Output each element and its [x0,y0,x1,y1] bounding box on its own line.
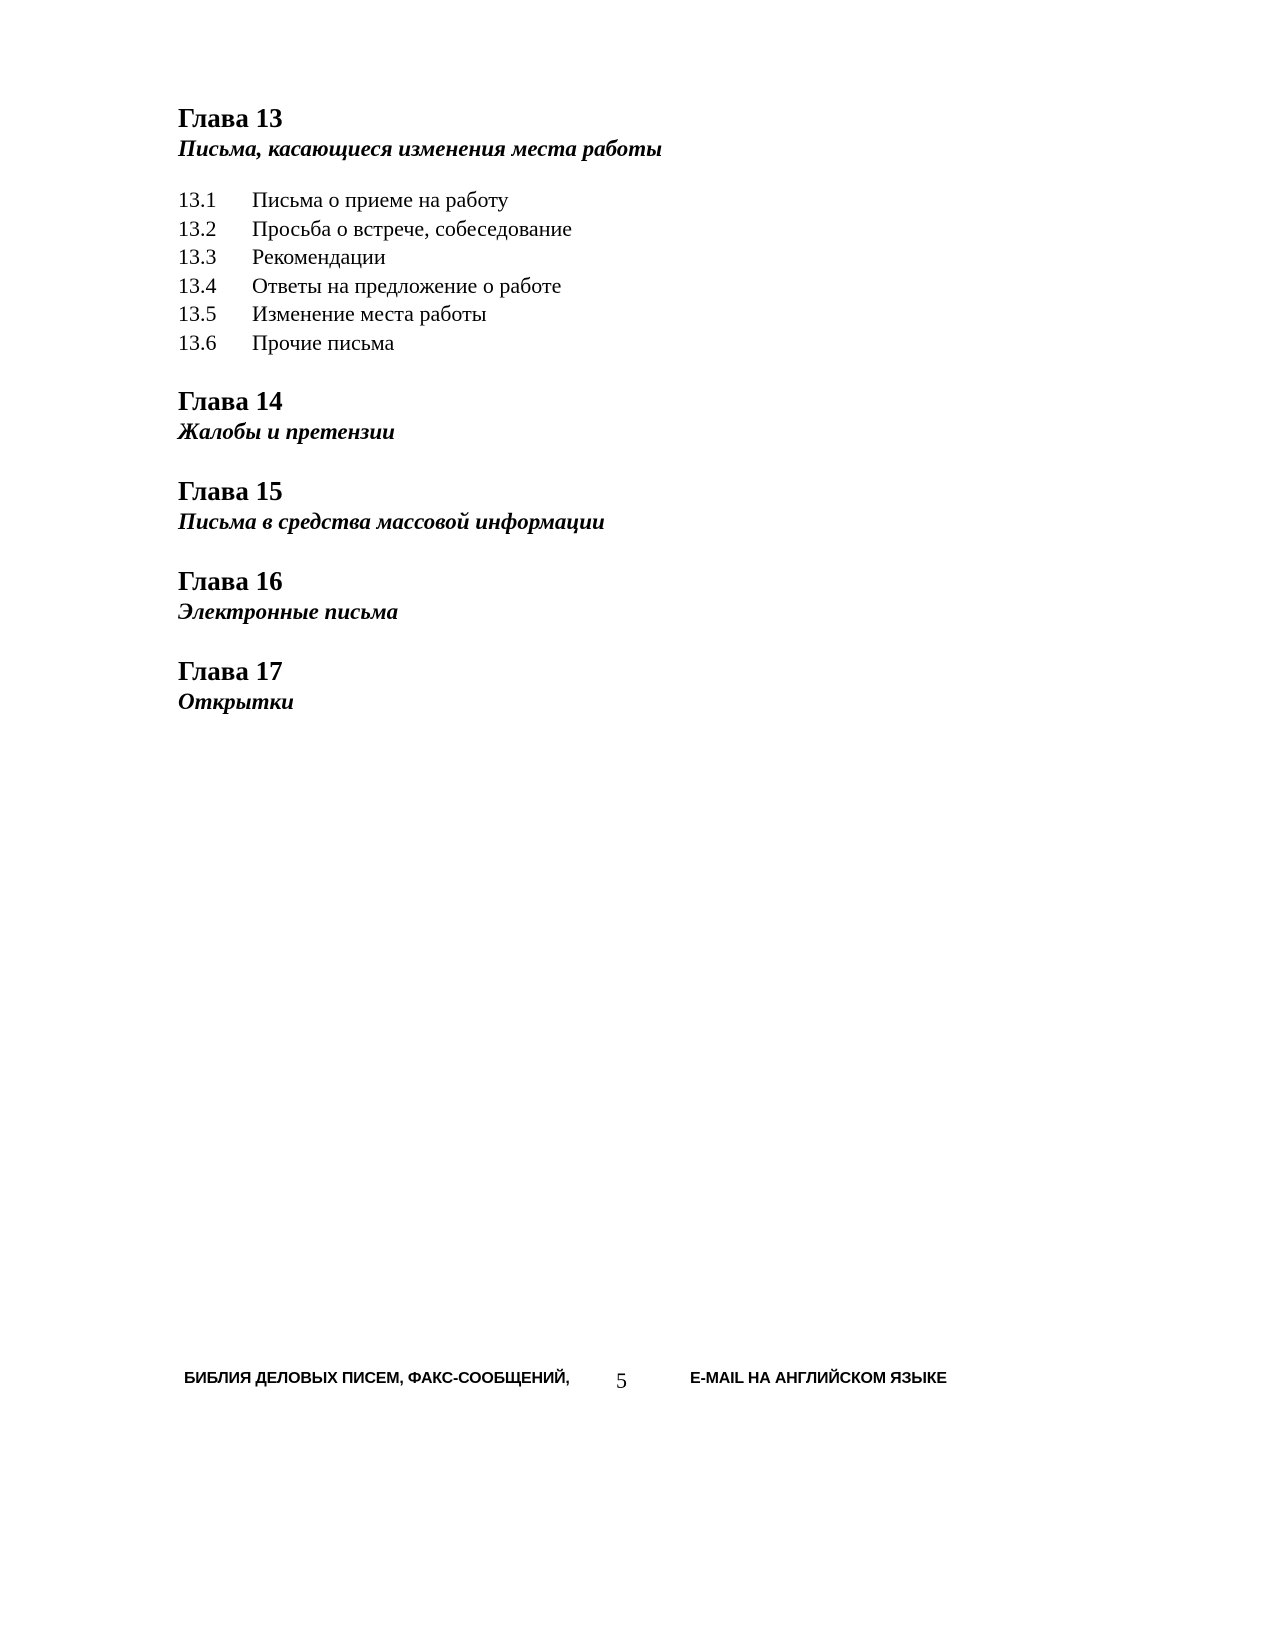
chapter-subtitle: Электронные письма [178,599,399,624]
section-number: 13.5 [178,301,217,326]
section-label: Ответы на предложение о работе [252,272,562,298]
chapter-subtitle: Жалобы и претензии [178,419,395,444]
chapter-title: Глава 17 [178,656,283,686]
chapter-subtitle: Письма, касающиеся изменения места работы [178,136,663,161]
section-item-13-5 [178,300,1078,329]
chapter-17 [178,655,1078,717]
section-number: 13.4 [178,272,217,298]
section-number: 13.1 [178,187,217,212]
footer-book-title-left: БИБЛИЯ ДЕЛОВЫХ ПИСЕМ, ФАКС-СООБЩЕНИЙ, [184,1370,570,1387]
chapter-title: Глава 13 [178,103,283,133]
section-item-13-6 [178,329,1078,358]
section-item-13-3 [178,243,1078,272]
section-number: 13.6 [178,329,217,355]
chapter-14 [178,385,1078,447]
section-label: Письма о приеме на работу [252,187,509,212]
chapter-subtitle: Открытки [178,689,294,714]
chapter-title: Глава 16 [178,566,283,596]
section-label: Изменение места работы [252,301,487,326]
section-label: Просьба о встрече, собеседование [252,215,572,241]
page-footer [184,1368,964,1398]
chapter-title: Глава 14 [178,386,283,416]
chapter-13 [178,102,1078,357]
chapter-title: Глава 15 [178,476,283,506]
section-item-13-1 [178,186,1078,215]
section-number: 13.3 [178,244,217,269]
table-of-contents [178,102,1078,745]
section-list [178,186,1078,357]
section-item-13-2 [178,215,1078,244]
chapter-subtitle: Письма в средства массовой информации [178,509,605,534]
footer-book-title-right: E-MAIL НА АНГЛИЙСКОМ ЯЗЫКЕ [690,1370,947,1387]
page-number: 5 [616,1368,627,1393]
section-label: Прочие письма [252,329,395,355]
chapter-15 [178,475,1078,537]
chapter-16 [178,565,1078,627]
section-number: 13.2 [178,215,217,241]
section-item-13-4 [178,272,1078,301]
section-label: Рекомендации [252,244,386,269]
